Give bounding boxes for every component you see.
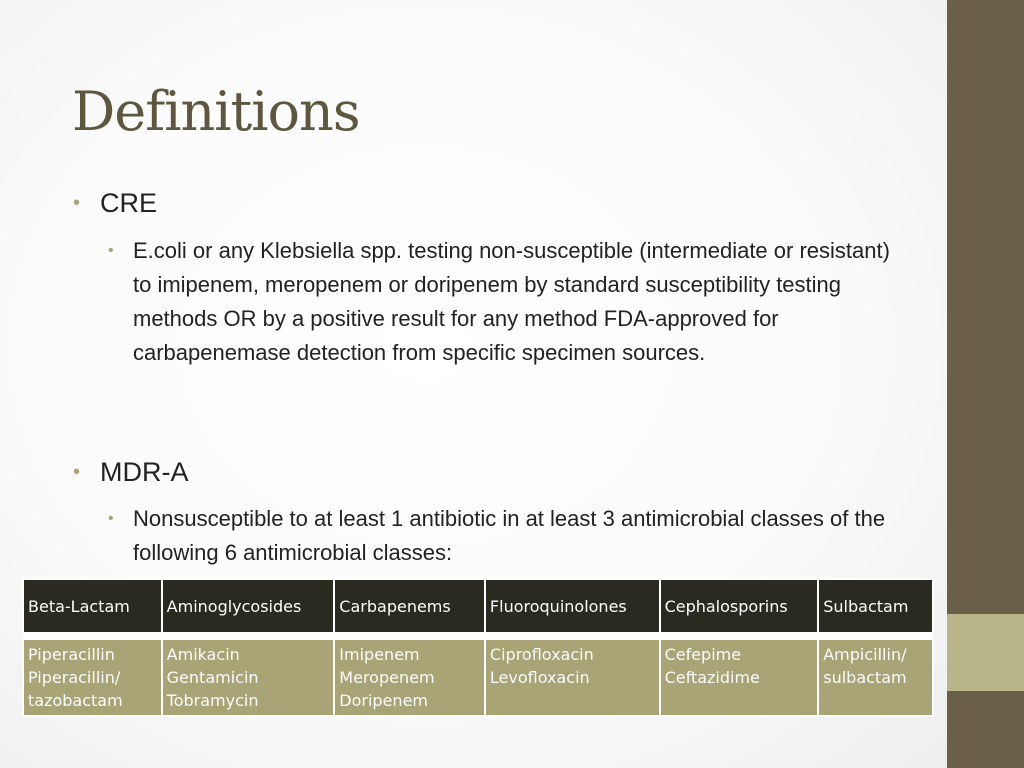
table-cell <box>660 639 819 716</box>
table-cell <box>162 639 335 716</box>
drug-name: Ciprofloxacin <box>489 645 594 664</box>
table-row <box>23 639 933 716</box>
bullet-dot-icon: • <box>73 192 81 214</box>
drug-name: Tobramycin <box>166 691 259 710</box>
header-cell: Sulbactam <box>818 579 933 633</box>
drug-name: Levofloxacin <box>489 668 590 687</box>
cre-definition: E.coli or any Klebsiella spp. testing non-susceptible (intermediate or resistant) to imipenem, meropenem or doripenem by standard susceptibility testing methods OR by a positive result for any method FDA-approved for carbapenemase detection from specific specimen sources. <box>133 238 890 365</box>
header-cell: Aminoglycosides <box>162 579 335 633</box>
mdr-a-definition: Nonsusceptible to at least 1 antibiotic in at least 3 antimicrobial classes of the following 6 antimicrobial classes: <box>133 506 886 565</box>
table-cell <box>818 639 933 716</box>
drug-name: Meropenem <box>339 668 435 687</box>
drug-name: tazobactam <box>28 691 123 710</box>
header-cell: Beta-Lactam <box>23 579 162 633</box>
side-decor-bar <box>947 0 1024 768</box>
bullet-dot-icon: • <box>73 461 81 483</box>
drug-name: sulbactam <box>823 668 907 687</box>
drug-name: Cefepime <box>664 645 742 664</box>
header-cell: Fluoroquinolones <box>485 579 660 633</box>
table-cell <box>23 639 162 716</box>
bullet-dot-icon: • <box>108 242 114 259</box>
drug-name: Piperacillin <box>28 645 115 664</box>
table-cell <box>485 639 660 716</box>
drug-name: Gentamicin <box>166 668 259 687</box>
slide-title: Definitions <box>72 80 360 143</box>
drug-name: Amikacin <box>166 645 240 664</box>
bullet-heading-cre: CRE <box>100 188 158 218</box>
bullet-heading-mdr-a: MDR-A <box>100 457 189 487</box>
bullet-dot-icon: • <box>108 510 114 527</box>
drug-name: Doripenem <box>339 691 428 710</box>
drug-name: Piperacillin/ <box>28 668 121 687</box>
drug-name: Ceftazidime <box>664 668 760 687</box>
drug-name: Imipenem <box>339 645 420 664</box>
table-header-row <box>23 579 933 633</box>
header-cell: Carbapenems <box>334 579 485 633</box>
table-cell <box>334 639 485 716</box>
header-cell: Cephalosporins <box>660 579 819 633</box>
side-accent-block <box>947 614 1024 691</box>
antimicrobial-classes-table <box>22 578 934 717</box>
drug-name: Ampicillin/ <box>823 645 907 664</box>
